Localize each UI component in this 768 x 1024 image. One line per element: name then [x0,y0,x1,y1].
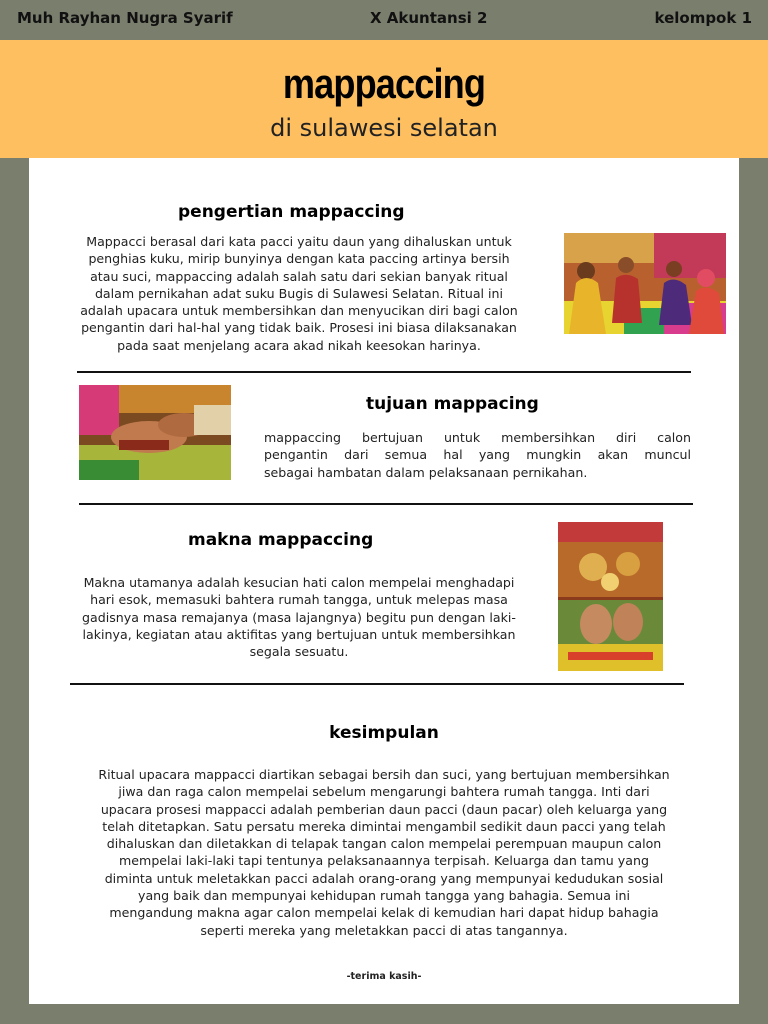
text-line: Mappacci berasal dari kata pacci yaitu daun yang dihaluskan untuk [86,234,512,249]
text-line: gadisnya masa remajanya (masa lajangnya) begitu pun dengan laki- [82,609,516,625]
text-line: pengantin dari semua hal yang mungkin akan muncul [264,447,691,463]
header-bar [0,0,768,40]
text-line: mappaccing bertujuan untuk membersihkan diri calon [264,430,691,445]
text-line: hari esok, memasuki bahtera rumah tangga, untuk melepas masa [90,592,508,608]
makna-heading: makna mappaccing [188,530,374,550]
text-line: dalam pernikahan adat suku Bugis di Sulawesi Selatan. Ritual ini [94,285,504,301]
text-line: Makna utamanya adalah kesucian hati calon mempelai menghadapi [83,575,515,590]
group-name: kelompok 1 [654,9,752,27]
text-line: adalah upacara untuk membersihkan dan menyucikan diri bagi calon [80,303,518,319]
text-line: yang baik dan mempunyai kehidupan rumah tangga yang bahagia. Semua ini [138,888,630,904]
title-banner [0,40,768,158]
section-divider [70,683,684,685]
class-name: X Akuntansi 2 [370,9,488,27]
tujuan-text [264,429,691,481]
text-line: penghias kuku, mirip bunyinya dengan kata paccing artinya bersih [88,251,510,267]
kesimpulan-heading: kesimpulan [329,723,439,743]
section-divider [77,371,691,373]
closing-note: -terima kasih- [346,971,422,982]
text-line: segala sesuatu. [249,644,349,660]
text-line: atau suci, mappaccing adalah salah satu dari sekian banyak ritual [90,268,508,284]
text-line: Ritual upacara mappacci diartikan sebagai bersih dan suci, yang bertujuan membersihkan [98,767,670,782]
text-line: lakinya, kegiatan atau aktifitas yang bertujuan untuk membersihkan [82,626,516,642]
text-line: sebagai hambatan dalam pelaksanaan pernikahan. [264,464,588,480]
text-line: jiwa dan raga calon mempelai sebelum mengarungi bahtera rumah tangga. Inti dari [118,784,650,800]
tujuan-heading: tujuan mappacing [366,394,539,414]
section-divider [79,503,693,505]
text-line: dihaluskan dan diletakkan di telapak tangan calon mempelai perempuan maupun calon [106,836,662,852]
text-line: mengandung makna agar calon mempelai kelak di kemudian hari dapat hidup bahagia [109,905,659,921]
page-subtitle: di sulawesi selatan [270,114,498,142]
page-title: mappaccing [282,60,486,107]
makna-text [49,574,549,660]
text-line: telah ditetapkan. Satu persatu mereka dimintai mengambil sedikit daun pacci yang telah [102,818,666,834]
mappacci-offerings-photo [558,522,663,671]
text-line: upacara prosesi mappacci adalah pemberian daun pacci (daun pacar) oleh keluarga yang [100,801,668,817]
text-line: pengantin dari hal-hal yang tidak baik. Prosesi ini biasa dilaksanakan [81,320,517,336]
henna-hands-photo [79,385,231,480]
pengertian-heading: pengertian mappaccing [178,202,405,222]
text-line: mempelai laki-laki tapi tentunya pelaksanaannya terpisah. Keluarga dan tamu yang [119,853,649,869]
content-paper [29,158,739,1004]
wedding-ceremony-photo [564,233,726,334]
kesimpulan-text [49,766,719,939]
author-name: Muh Rayhan Nugra Syarif [17,9,233,27]
text-line: pada saat menjelang acara akad nikah keesokan harinya. [117,337,481,353]
pengertian-text [49,233,549,354]
text-line: seperti mereka yang meletakkan pacci di atas tangannya. [200,922,568,938]
text-line: diminta untuk meletakkan pacci adalah orang-orang yang mempunyai kedudukan sosial [104,870,664,886]
